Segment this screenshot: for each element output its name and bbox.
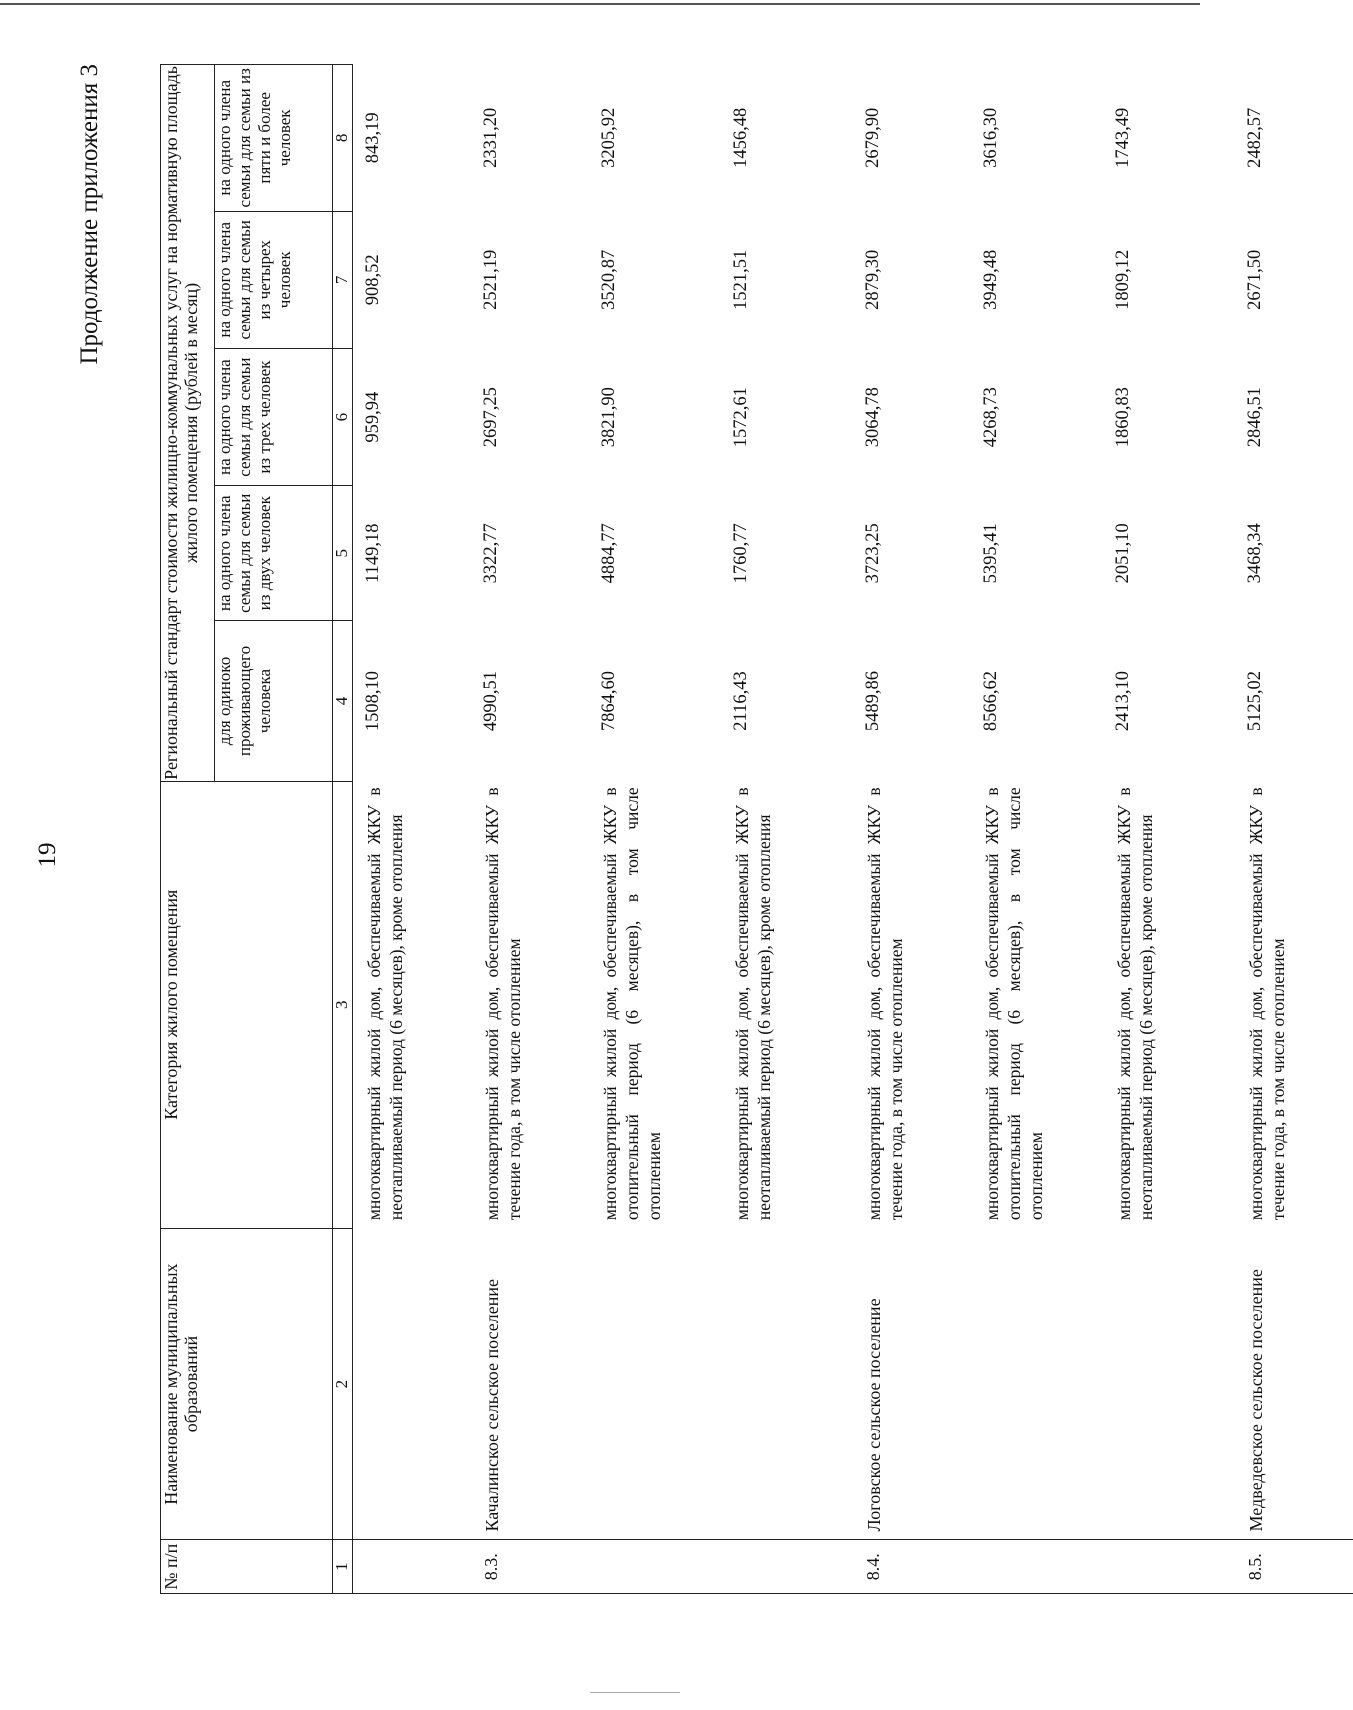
- table-row: [971, 65, 1103, 1594]
- value-five-plus: 1743,49: [1112, 107, 1133, 168]
- value-five-plus: 3616,30: [980, 107, 1001, 168]
- municipality-name: [721, 1228, 853, 1540]
- housing-category: многоквартирный жилой дом, обеспечиваемый ЖКУ в течение года, в том числе отоплением: [863, 787, 906, 1221]
- housing-category: многоквартирный жилой дом, обеспечиваемый ЖКУ в неотапливаемый период (6 месяцев), кроме отопления: [731, 787, 774, 1221]
- header-single-person: для одиноко проживающего человека: [215, 621, 333, 782]
- table-row: [353, 65, 471, 1594]
- value-single: 2413,10: [1112, 670, 1133, 732]
- value-four: 2879,30: [862, 249, 883, 310]
- value-two: 3723,25: [862, 523, 883, 584]
- header-family-three: на одного члена семьи для семьи из трех человек: [215, 348, 333, 485]
- column-number: 5: [333, 486, 353, 621]
- column-number: 6: [333, 348, 353, 485]
- value-five-plus: 1456,48: [730, 107, 751, 168]
- row-number: 8.5.: [1235, 1540, 1353, 1594]
- header-family-five-plus: на одного члена семьи для семьи из пяти и более человек: [215, 65, 333, 212]
- table-row: [1103, 65, 1235, 1594]
- value-single: 5489,86: [862, 670, 883, 732]
- value-single: 1508,10: [363, 670, 383, 732]
- header-regional-standard: Региональный стандарт стоимости жилищно-коммунальных услуг на нормативную площадь жилого помещения (рублей в месяц): [161, 65, 215, 782]
- value-two: 1149,18: [363, 523, 383, 583]
- row-number: [353, 1540, 471, 1594]
- table-row: [853, 65, 971, 1594]
- header-category: Категория жилого помещения: [161, 781, 333, 1228]
- municipality-name: Качалинское сельское поселение: [481, 1279, 502, 1532]
- value-five-plus: 2482,57: [1244, 107, 1265, 168]
- row-number: 8.3.: [471, 1540, 589, 1594]
- value-two: 3322,77: [480, 523, 501, 584]
- value-four: 2671,50: [1244, 249, 1265, 310]
- page-number: 19: [34, 842, 61, 868]
- row-number: [1103, 1540, 1235, 1594]
- table-row: [589, 65, 721, 1594]
- header-family-two: на одного члена семьи для семьи из двух человек: [215, 486, 333, 621]
- value-two: 1760,77: [730, 523, 751, 584]
- housing-category: многоквартирный жилой дом, обеспечиваемый ЖКУ в неотапливаемый период (6 месяцев), кроме отопления: [1113, 787, 1156, 1221]
- value-four: 2521,19: [480, 249, 501, 310]
- row-number: 8.4.: [853, 1540, 971, 1594]
- tariff-table: [160, 64, 1353, 1594]
- value-three: 3064,78: [862, 387, 883, 448]
- housing-category: многоквартирный жилой дом, обеспечиваемый ЖКУ в течение года, в том числе отоплением: [481, 787, 524, 1221]
- value-two: 4884,77: [598, 523, 619, 584]
- value-four: 908,52: [363, 254, 383, 306]
- housing-category: многоквартирный жилой дом, обеспечиваемый ЖКУ в течение года, в том числе отоплением: [1245, 787, 1288, 1221]
- row-number: [721, 1540, 853, 1594]
- value-three: 2846,51: [1244, 387, 1265, 448]
- value-two: 5395,41: [980, 523, 1001, 584]
- value-single: 7864,60: [598, 670, 619, 732]
- municipality-name: [353, 1228, 471, 1540]
- header-number: № п/п: [161, 1540, 333, 1594]
- value-four: 1521,51: [730, 249, 751, 310]
- table-row: [471, 65, 589, 1594]
- value-three: 4268,73: [980, 387, 1001, 448]
- value-single: 2116,43: [730, 671, 751, 731]
- municipality-name: [971, 1228, 1103, 1540]
- housing-category: многоквартирный жилой дом, обеспечиваемый ЖКУ в неотапливаемый период (6 месяцев), кроме отопления: [364, 787, 406, 1221]
- value-four: 3520,87: [598, 249, 619, 310]
- column-number: 7: [333, 211, 353, 348]
- value-two: 3468,34: [1244, 523, 1265, 584]
- value-five-plus: 3205,92: [598, 107, 619, 168]
- value-single: 8566,62: [980, 670, 1001, 732]
- value-three: 959,94: [363, 391, 383, 443]
- municipality-name: Медведевское сельское поселение: [1245, 1269, 1266, 1532]
- column-number: 8: [333, 65, 353, 212]
- municipality-name: Логовское сельское поселение: [863, 1298, 884, 1532]
- value-five-plus: 2679,90: [862, 107, 883, 168]
- value-four: 1809,12: [1112, 249, 1133, 310]
- header-family-four: на одного члена семьи для семьи из четырех человек: [215, 211, 333, 348]
- row-number: [971, 1540, 1103, 1594]
- municipality-name: [1103, 1228, 1235, 1540]
- column-number: 3: [333, 781, 353, 1228]
- value-five-plus: 843,19: [363, 112, 383, 164]
- column-number: 4: [333, 621, 353, 782]
- housing-category: многоквартирный жилой дом, обеспечиваемый ЖКУ в отопительный период (6 месяцев), в том числе отоплением: [599, 787, 664, 1221]
- housing-category: многоквартирный жилой дом, обеспечиваемый ЖКУ в отопительный период (6 месяцев), в том числе отоплением: [981, 787, 1046, 1221]
- column-number: 2: [333, 1228, 353, 1540]
- value-single: 4990,51: [480, 670, 501, 732]
- table-row: [721, 65, 853, 1594]
- value-five-plus: 2331,20: [480, 107, 501, 168]
- value-single: 5125,02: [1244, 670, 1265, 732]
- header-municipality: Наименование муниципальных образований: [161, 1228, 333, 1540]
- value-four: 3949,48: [980, 249, 1001, 310]
- value-three: 2697,25: [480, 387, 501, 448]
- municipality-name: [589, 1228, 721, 1540]
- table-row: [1235, 65, 1353, 1594]
- value-three: 1860,83: [1112, 387, 1133, 448]
- value-two: 2051,10: [1112, 523, 1133, 584]
- continuation-title: Продолжение приложения 3: [76, 64, 103, 365]
- value-three: 1572,61: [730, 387, 751, 448]
- value-three: 3821,90: [598, 387, 619, 448]
- row-number: [589, 1540, 721, 1594]
- column-number: 1: [333, 1540, 353, 1594]
